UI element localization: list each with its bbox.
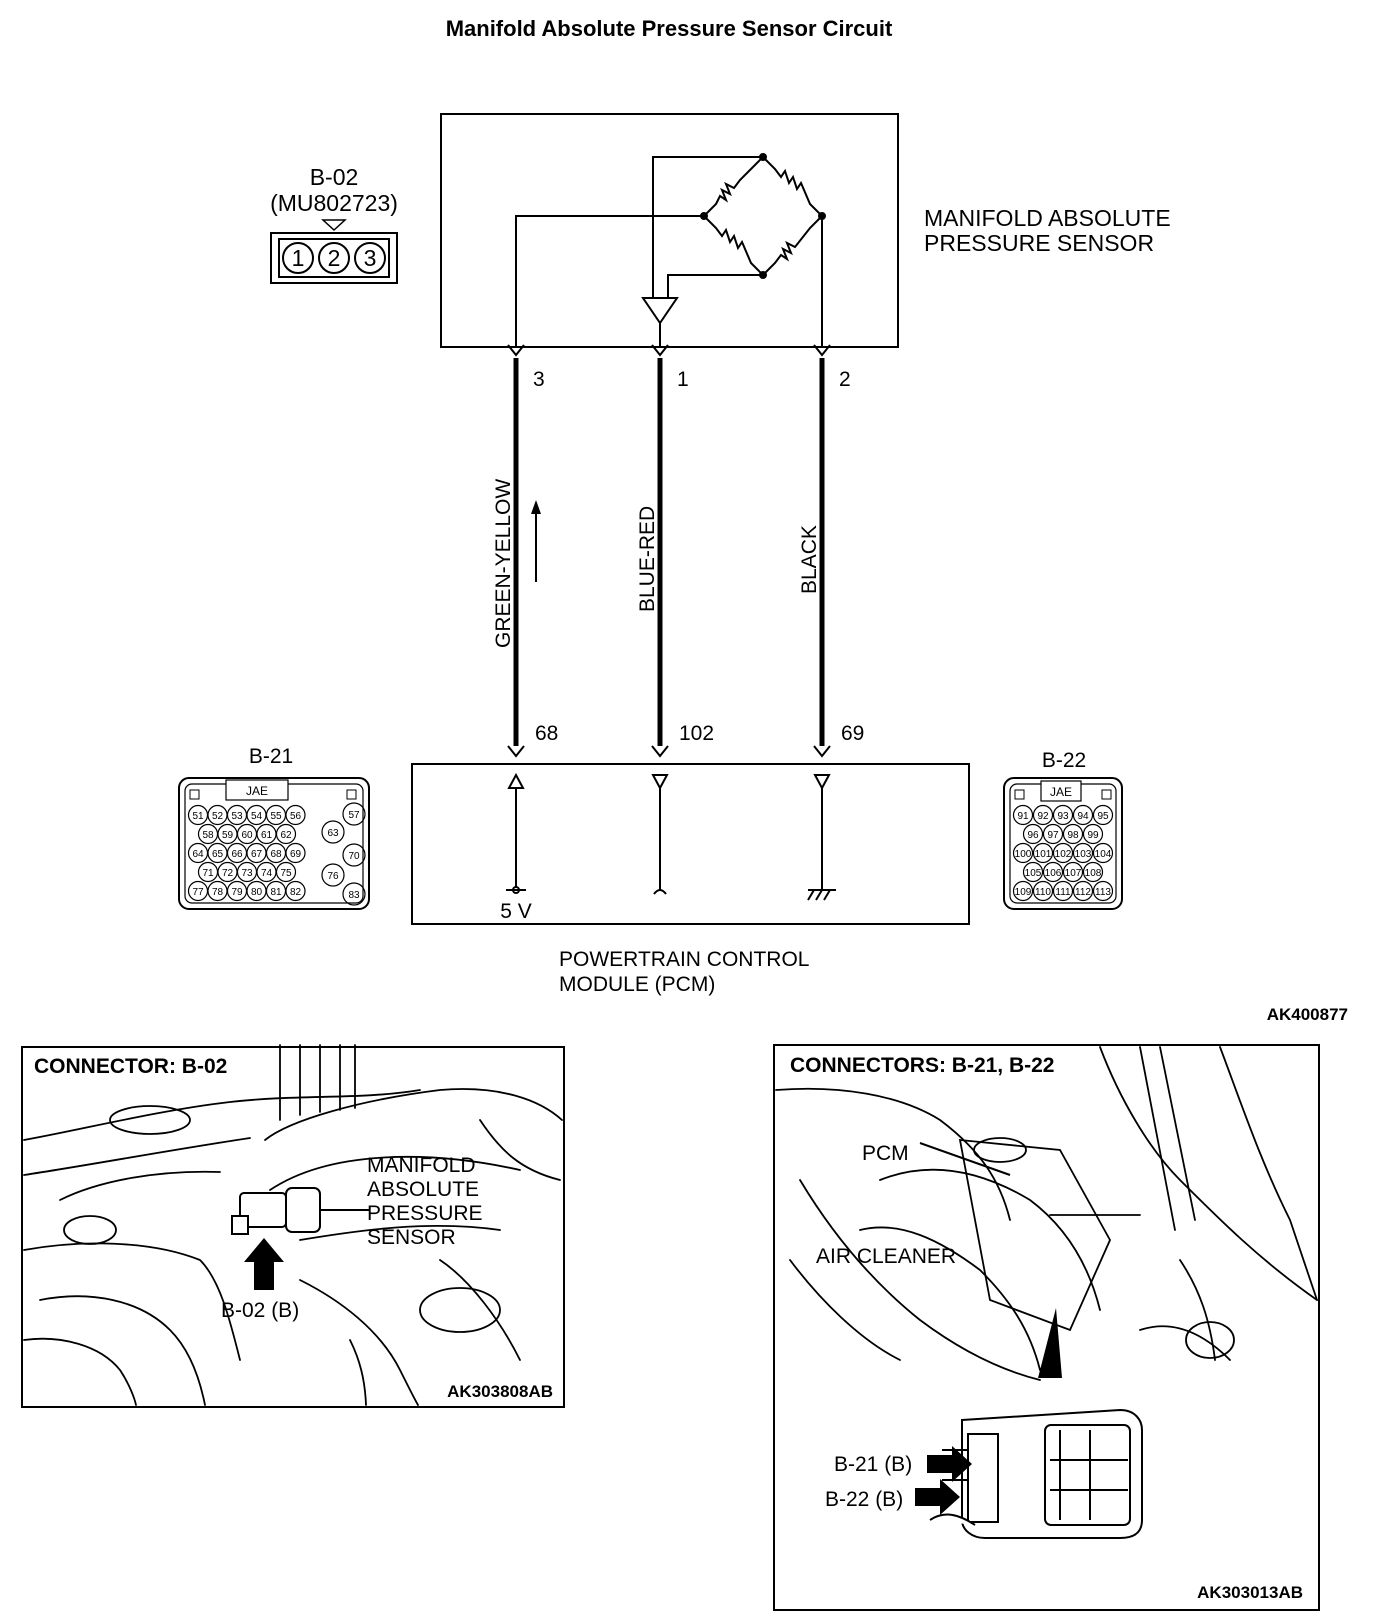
photo-left-caption: CONNECTOR: B-02 <box>34 1055 228 1078</box>
photo-right-caption: CONNECTORS: B-21, B-22 <box>790 1054 1055 1077</box>
photo-left-reference: AK303808AB <box>447 1382 553 1401</box>
photo-left-label-line2: ABSOLUTE <box>367 1178 480 1201</box>
b21-pin-grid <box>189 803 366 905</box>
connector-pin-number: 91 <box>1017 811 1029 822</box>
photo-right-pcm-label: PCM <box>862 1142 909 1165</box>
connector-pin-number: 55 <box>270 811 282 822</box>
b02-part-number: (MU802723) <box>270 190 398 216</box>
connector-pin-number: 105 <box>1024 868 1042 879</box>
pcm-name-line2: MODULE (PCM) <box>559 973 716 996</box>
photo-right-b21-label: B-21 (B) <box>834 1453 913 1476</box>
b02-pin: 1 <box>291 245 305 271</box>
diagram-reference: AK400877 <box>1266 1005 1348 1024</box>
photo-right-air-cleaner-label: AIR CLEANER <box>816 1245 957 1268</box>
connector-pin-number: 111 <box>1055 887 1071 898</box>
connector-pin-number: 109 <box>1014 887 1032 898</box>
pcm-pin-label: 102 <box>679 722 715 745</box>
connector-pin-number: 74 <box>260 868 273 879</box>
connector-pin-number: 67 <box>250 849 263 860</box>
b22-maker: JAE <box>1049 785 1073 799</box>
b22-id: B-22 <box>1041 749 1087 772</box>
pcm-pin-label: 68 <box>535 722 559 745</box>
connector-pin-number: 100 <box>1014 849 1032 860</box>
wire-color-label: BLUE-RED <box>636 505 659 612</box>
sensor-pin-label: 3 <box>533 368 545 391</box>
b02-pin: 2 <box>327 245 341 271</box>
connector-pin-number: 53 <box>231 811 243 822</box>
map-sensor-box <box>441 114 1171 347</box>
harness-wires <box>492 345 864 756</box>
sensor-pin-label: 1 <box>677 368 689 391</box>
photo-left-label-line3: PRESSURE <box>367 1202 483 1225</box>
connector-pin-number: 58 <box>202 830 214 841</box>
connector-pin-number: 52 <box>211 811 224 822</box>
connector-pin-number: 93 <box>1057 811 1069 822</box>
connector-pin-number: 95 <box>1097 811 1109 822</box>
connector-pin-number: 69 <box>289 849 302 860</box>
connector-pin-number: 99 <box>1087 830 1099 841</box>
pcm-name-line1: POWERTRAIN CONTROL <box>559 948 810 971</box>
connector-pin-number: 81 <box>270 887 282 898</box>
pcm-pin-label: 69 <box>841 722 865 745</box>
connector-pin-number: 79 <box>231 887 243 898</box>
photo-left-arrow-label: B-02 (B) <box>221 1299 300 1322</box>
diagram-title: Manifold Absolute Pressure Sensor Circuit <box>445 16 893 41</box>
pcm-box <box>412 764 969 996</box>
connector-pin-number: 106 <box>1044 868 1062 879</box>
connector-pin-number: 63 <box>327 828 339 839</box>
connector-pin-number: 103 <box>1074 849 1092 860</box>
connector-pin-number: 108 <box>1084 868 1102 879</box>
b22-connector <box>1004 749 1122 909</box>
sensor-name-line2: PRESSURE SENSOR <box>924 230 1155 256</box>
connector-pin-number: 78 <box>211 887 224 898</box>
connector-pin-number: 77 <box>192 887 204 898</box>
connector-pin-number: 59 <box>221 830 234 841</box>
b22-pin-grid <box>1014 806 1113 901</box>
b02-pin: 3 <box>363 245 377 271</box>
connector-pin-number: 71 <box>202 868 214 879</box>
connector-pin-number: 57 <box>348 810 360 821</box>
connector-pin-number: 96 <box>1027 830 1039 841</box>
supply-voltage-label: 5 V <box>500 900 532 923</box>
sensor-pin-label: 2 <box>839 368 851 391</box>
connector-pin-number: 54 <box>250 811 263 822</box>
connector-pin-number: 61 <box>260 830 273 841</box>
connector-pin-number: 97 <box>1047 830 1059 841</box>
connector-pin-number: 68 <box>270 849 282 860</box>
connector-pin-number: 62 <box>280 830 292 841</box>
connector-pin-number: 76 <box>327 871 339 882</box>
connector-pin-number: 92 <box>1037 811 1049 822</box>
connector-pin-number: 104 <box>1094 849 1112 860</box>
photo-panel-b21-b22 <box>774 1045 1319 1610</box>
resistor-bridge <box>701 154 825 278</box>
connector-pin-number: 51 <box>192 811 204 822</box>
photo-panel-b02 <box>22 1045 564 1407</box>
connector-pin-number: 73 <box>241 868 253 879</box>
connector-pin-number: 110 <box>1035 887 1051 898</box>
connector-pin-number: 66 <box>231 849 243 860</box>
connector-pin-number: 83 <box>348 890 360 901</box>
connector-pin-number: 107 <box>1064 868 1082 879</box>
wire-color-label: GREEN-YELLOW <box>492 478 515 648</box>
b21-id: B-21 <box>248 745 294 768</box>
connector-pin-number: 80 <box>250 887 263 898</box>
connector-pin-number: 56 <box>289 811 302 822</box>
connector-pin-number: 60 <box>241 830 253 841</box>
photo-right-b22-label: B-22 (B) <box>825 1488 904 1511</box>
connector-pin-number: 72 <box>221 868 234 879</box>
connector-pin-number: 65 <box>211 849 224 860</box>
b21-maker: JAE <box>245 784 269 798</box>
connector-pin-number: 98 <box>1067 830 1079 841</box>
connector-pin-number: 101 <box>1034 849 1052 860</box>
connector-pin-number: 64 <box>192 849 204 860</box>
photo-left-label-line1: MANIFOLD <box>367 1154 476 1177</box>
photo-left-label-line4: SENSOR <box>367 1226 456 1249</box>
b02-connector <box>270 164 398 283</box>
connector-pin-number: 113 <box>1095 887 1111 898</box>
b02-id: B-02 <box>309 164 359 190</box>
photo-right-reference: AK303013AB <box>1197 1583 1303 1602</box>
connector-pin-number: 94 <box>1077 811 1089 822</box>
sensor-name-line1: MANIFOLD ABSOLUTE <box>924 205 1171 231</box>
wire-color-label: BLACK <box>798 525 821 594</box>
connector-pin-number: 102 <box>1054 849 1072 860</box>
connector-pin-number: 70 <box>348 851 360 862</box>
connector-pin-number: 82 <box>289 887 302 898</box>
connector-pin-number: 75 <box>280 868 292 879</box>
b21-connector <box>179 745 369 909</box>
connector-pin-number: 112 <box>1075 887 1091 898</box>
